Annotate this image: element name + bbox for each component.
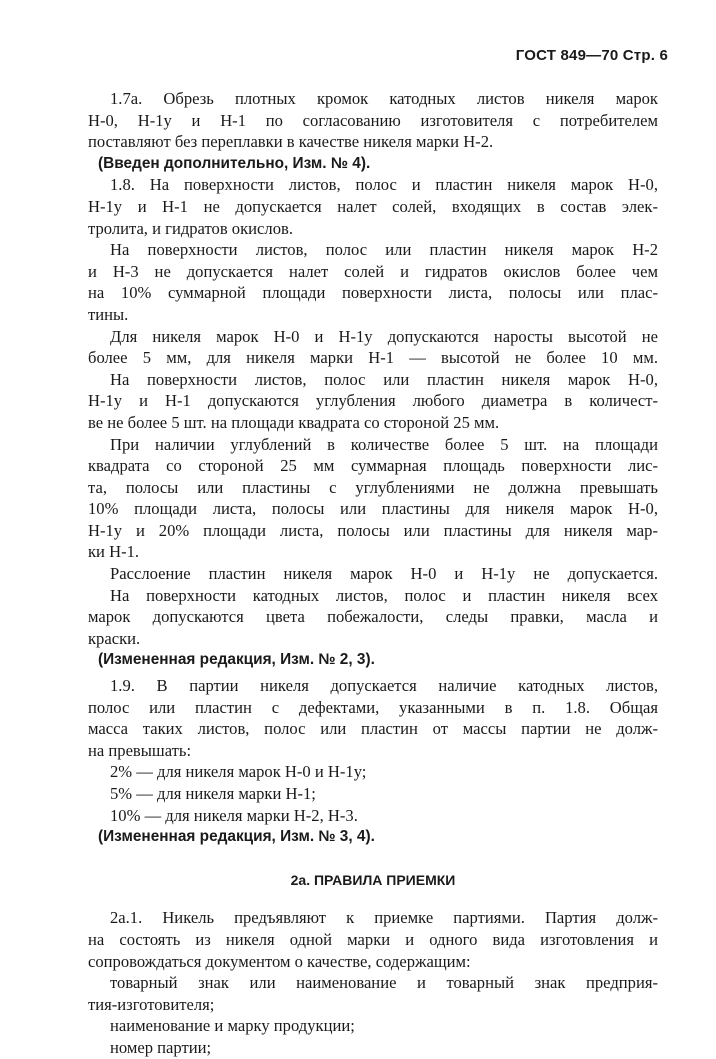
text-line: ве не более 5 шт. на площади квадрата со стороной 25 мм.: [88, 412, 500, 432]
page-header: ГОСТ 849—70 Стр. 6: [515, 47, 668, 64]
text-line: номер партии;: [110, 1037, 212, 1057]
list-item: 10% — для никеля марки Н-2, Н-3.: [110, 805, 358, 825]
text-line: масса таких листов, полос или пластин от массы партии не долж-: [88, 719, 658, 739]
text-line: На поверхности листов, полос или пластин никеля марок Н-2: [110, 240, 658, 260]
text-line: марок допускаются цвета побежалости, следы правки, масла и: [88, 607, 658, 627]
text-line: наименование и марку продукции;: [110, 1016, 355, 1036]
section-heading: 2а. ПРАВИЛА ПРИЕМКИ: [290, 871, 456, 888]
text-line: на превышать:: [88, 740, 192, 760]
text-line: Расслоение пластин никеля марок Н-0 и Н-1у не допускается.: [110, 564, 658, 584]
amendment-note: (Измененная редакция, Изм. № 2, 3).: [98, 651, 375, 669]
text-line: 1.7а. Обрезь плотных кромок катодных листов никеля марок: [110, 89, 658, 108]
text-line: полос или пластин с дефектами, указанными в п. 1.8. Общая: [88, 697, 658, 717]
text-line: 1.9. В партии никеля допускается наличие катодных листов,: [110, 676, 658, 696]
text-line: На поверхности катодных листов, полос и пластин никеля всех: [110, 585, 658, 605]
text-line: Н-1у и Н-1 допускаются углубления любого диаметра в количест-: [88, 391, 658, 411]
text-line: 2а.1. Никель предъявляют к приемке партиями. Партия долж-: [110, 908, 658, 928]
body-text: [88, 88, 658, 1059]
text-line: более 5 мм, для никеля марки Н-1 — высотой не более 10 мм.: [88, 348, 658, 368]
list-item: 2% — для никеля марок Н-0 и Н-1у;: [110, 762, 367, 782]
text-line: и Н-3 не допускается налет солей и гидратов окислов более чем: [88, 261, 658, 281]
text-line: Н-0, Н-1у и Н-1 по согласованию изготовителя с потребителем: [88, 110, 658, 130]
text-line: на 10% суммарной площади поверхности листа, полосы или плас-: [88, 283, 658, 303]
text-line: квадрата со стороной 25 мм суммарная площадь поверхности лис-: [88, 456, 658, 476]
text-line: тролита, и гидратов окислов.: [88, 218, 293, 238]
text-line: ки Н-1.: [88, 542, 140, 562]
text-line: 1.8. На поверхности листов, полос и пластин никеля марок Н-0,: [110, 175, 658, 195]
text-line: товарный знак или наименование и товарный знак предприя-: [110, 973, 658, 993]
text-line: Для никеля марок Н-0 и Н-1у допускаются наросты высотой не: [110, 326, 658, 346]
text-line: та, полосы или пластины с углублениями не должна превышать: [88, 477, 658, 497]
text-line: При наличии углублений в количестве более 5 шт. на площади: [110, 434, 658, 454]
list-item: 5% — для никеля марки Н-1;: [110, 784, 316, 803]
text-line: краски.: [88, 628, 141, 648]
amendment-note: (Введен дополнительно, Изм. № 4).: [98, 154, 371, 172]
text-line: поставляют без переплавки в качестве никеля марки Н-2.: [88, 132, 494, 152]
text-line: тины.: [88, 304, 129, 324]
text-line: Н-1у и 20% площади листа, полосы или пластины для никеля мар-: [88, 520, 658, 540]
text-line: Н-1у и Н-1 не допускается налет солей, входящих в состав элек-: [88, 196, 658, 216]
amendment-note: (Измененная редакция, Изм. № 3, 4).: [98, 828, 375, 846]
text-line: на состоять из никеля одной марки и одного вида изготовления и: [88, 929, 658, 949]
text-line: сопровождаться документом о качестве, содержащим:: [88, 951, 471, 971]
text-line: 10% площади листа, полосы или пластины для никеля марок Н-0,: [88, 499, 658, 519]
text-line: тия-изготовителя;: [88, 994, 215, 1014]
text-line: На поверхности листов, полос или пластин никеля марок Н-0,: [110, 369, 658, 389]
